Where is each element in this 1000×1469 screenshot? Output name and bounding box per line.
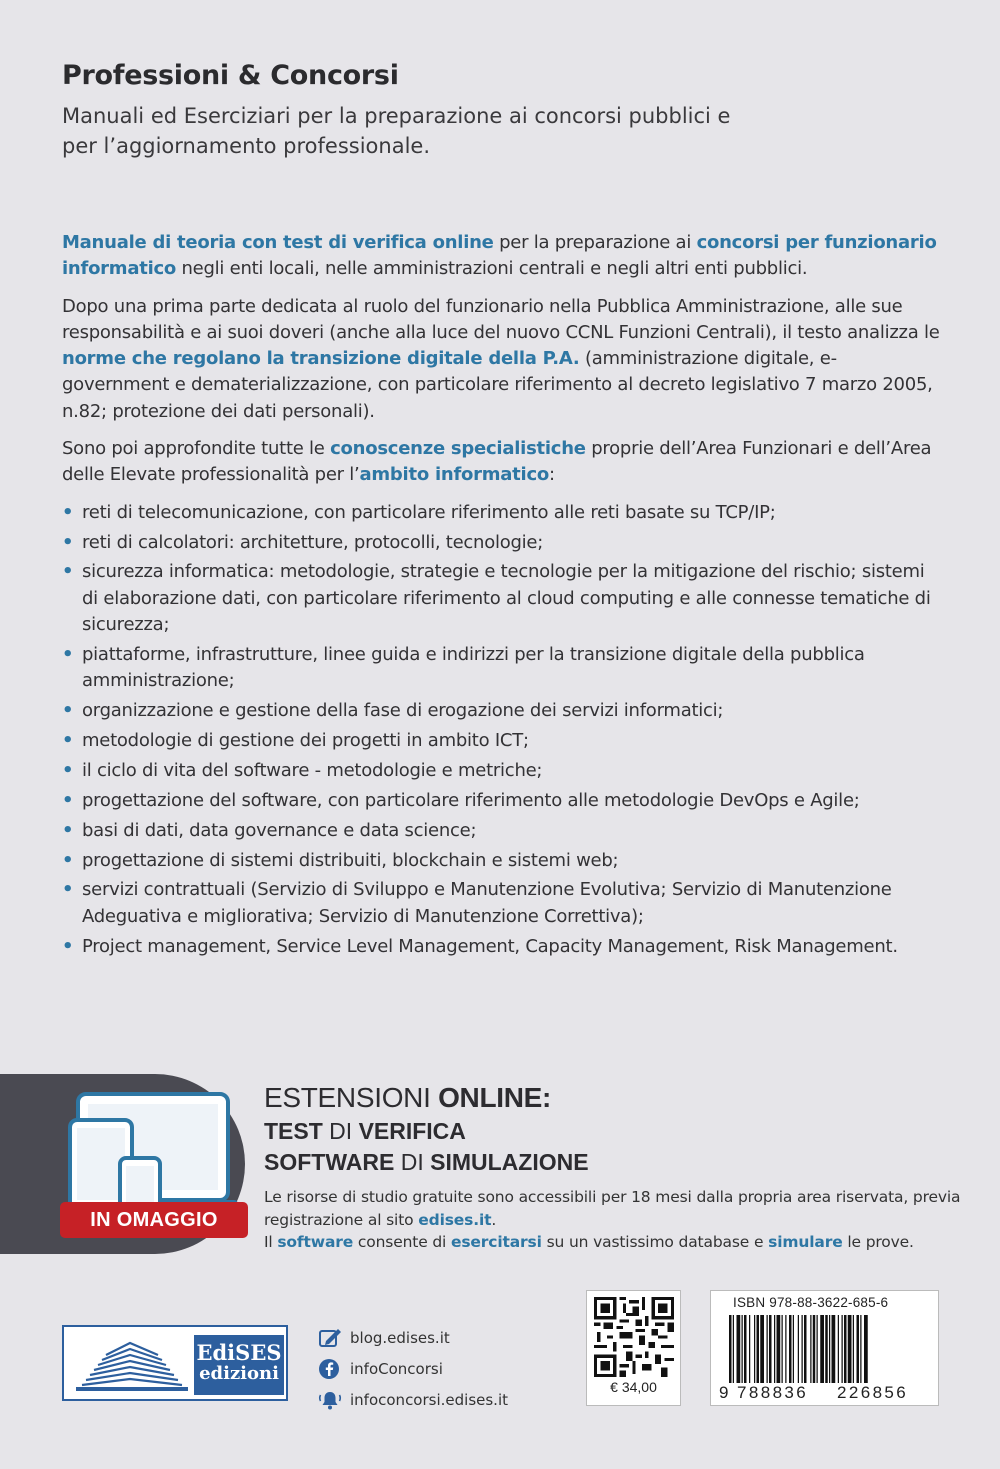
publisher-name-line2: edizioni — [199, 1363, 279, 1384]
list-item: • piattaforme, infrastrutture, linee guida e indirizzi per la transizione digitale della pubblica amministrazione; — [62, 642, 942, 695]
contact-list — [318, 1322, 508, 1415]
contact-label: infoConcorsi — [350, 1359, 443, 1378]
barcode-digits-right: 226856 — [837, 1383, 909, 1402]
text: : — [548, 464, 555, 486]
bold-word: SIMULAZIONE — [430, 1149, 589, 1175]
list-item: • basi di dati, data governance e data science; — [62, 818, 942, 844]
online-line-test — [264, 1116, 964, 1147]
list-item: • progettazione di sistemi distribuiti, blockchain e sistemi web; — [62, 848, 942, 874]
text: proprie dell’Area Funzionari e dell’Area delle Elevate professionalità per l’ — [62, 438, 932, 486]
facebook-icon — [318, 1358, 342, 1380]
contact-label: blog.edises.it — [350, 1328, 450, 1347]
contact-notifications[interactable] — [318, 1384, 508, 1415]
intro-paragraph-2 — [62, 294, 942, 425]
contact-blog[interactable] — [318, 1322, 508, 1353]
highlight: esercitarsi — [450, 1233, 542, 1251]
list-item: • Project management, Service Level Management, Capacity Management, Risk Management. — [62, 934, 942, 960]
text: Dopo una prima parte dedicata al ruolo del funzionario nella Pubblica Amministrazione, alle sue responsabilità e ai suoi doveri (anche alla luce del nuovo CCNL Funzioni Centrali), il testo analizza le — [62, 295, 940, 343]
series-title: Professioni & Concorsi — [62, 60, 399, 91]
heading-light: ESTENSIONI — [264, 1082, 439, 1113]
list-item: • organizzazione e gestione della fase di erogazione dei servizi informatici; — [62, 698, 942, 724]
highlight-scope: ambito informatico — [359, 464, 549, 486]
publisher-name-line1: EdiSES — [196, 1340, 282, 1365]
list-item: • sicurezza informatica: metodologie, strategie e tecnologie per la mitigazione del rischio; sistemi di elaborazione dati, con particolare riferimento al cloud computing e alle connesse tematiche di sicurezza; — [62, 559, 942, 638]
bold-word: TEST — [264, 1118, 323, 1144]
highlight: simulare — [768, 1233, 843, 1251]
gift-badge: IN OMAGGIO — [60, 1202, 248, 1238]
barcode-digit-first: 9 — [719, 1383, 729, 1402]
online-extensions-section — [0, 1062, 1000, 1272]
list-item: • metodologie di gestione dei progetti in ambito ICT; — [62, 728, 942, 754]
bell-icon — [318, 1389, 342, 1411]
text: DI — [394, 1149, 431, 1175]
online-line-software — [264, 1147, 964, 1178]
publisher-logo — [62, 1325, 288, 1401]
heading-bold: ONLINE: — [438, 1082, 552, 1113]
isbn-label: ISBN 978-88-3622-685-6 — [733, 1295, 889, 1310]
list-item: • il ciclo di vita del software - metodologie e metriche; — [62, 758, 942, 784]
barcode-box — [710, 1290, 939, 1406]
site-link[interactable]: edises.it — [418, 1210, 492, 1229]
intro-paragraph-1 — [62, 230, 942, 283]
bold-word: SOFTWARE — [264, 1149, 395, 1175]
qr-box — [586, 1290, 681, 1406]
barcode-digits-left: 788836 — [737, 1383, 809, 1402]
publisher-name — [194, 1335, 284, 1395]
bold-word: VERIFICA — [358, 1118, 466, 1144]
blog-icon — [318, 1327, 342, 1349]
text: consente di — [353, 1233, 451, 1251]
text: DI — [322, 1118, 359, 1144]
list-item: • servizi contrattuali (Servizio di Sviluppo e Manutenzione Evolutiva; Servizio di Manutenzione Adeguativa e migliorativa; Servizio di Manutenzione Correttiva); — [62, 877, 942, 930]
online-heading — [264, 1082, 964, 1114]
price: € 34,00 — [610, 1379, 657, 1395]
list-item: • reti di telecomunicazione, con particolare riferimento alle reti basate su TCP/IP; — [62, 500, 942, 526]
text: su un vastissimo database e — [541, 1233, 769, 1251]
header — [62, 60, 942, 161]
barcode-digits — [719, 1383, 908, 1403]
text: le prove. — [842, 1233, 914, 1251]
text: Le risorse di studio gratuite sono accessibili per 18 mesi dalla propria area riservata, previa registrazione al sito — [264, 1188, 961, 1229]
highlight-exam: concorsi per funzionario informatico — [62, 232, 937, 280]
contact-label: infoconcorsi.edises.it — [350, 1390, 508, 1409]
open-book-icon — [72, 1335, 192, 1395]
highlight: software — [277, 1233, 354, 1251]
text: . — [491, 1210, 497, 1229]
online-note — [264, 1186, 964, 1254]
text: Il — [264, 1233, 278, 1251]
list-item: • progettazione del software, con particolare riferimento alle metodologie DevOps e Agile; — [62, 788, 942, 814]
topic-list — [62, 500, 942, 960]
contact-facebook[interactable] — [318, 1353, 508, 1384]
highlight-norms: norme che regolano la transizione digitale della P.A. — [62, 348, 580, 370]
text: (amministrazione digitale, e-government e dematerializzazione, con particolare riferimento al decreto legislativo 7 marzo 2005, n.82; protezione dei dati personali). — [62, 348, 933, 422]
text: Sono poi approfondite tutte le — [62, 438, 331, 460]
highlight-manual: Manuale di teoria con test di verifica online — [62, 232, 494, 253]
barcode — [729, 1315, 929, 1383]
series-subtitle: Manuali ed Eserciziari per la preparazione ai concorsi pubblici e per l’aggiornamento professionale. — [62, 104, 731, 158]
online-text — [264, 1082, 964, 1254]
text: per la preparazione ai — [493, 232, 697, 253]
intro-paragraph-3 — [62, 436, 942, 489]
qr-code — [594, 1297, 674, 1377]
description — [62, 230, 942, 964]
highlight-knowledge: conoscenze specialistiche — [330, 438, 586, 460]
list-item: • reti di calcolatori: architetture, protocolli, tecnologie; — [62, 530, 942, 556]
text: negli enti locali, nelle amministrazioni centrali e negli altri enti pubblici. — [176, 258, 808, 280]
